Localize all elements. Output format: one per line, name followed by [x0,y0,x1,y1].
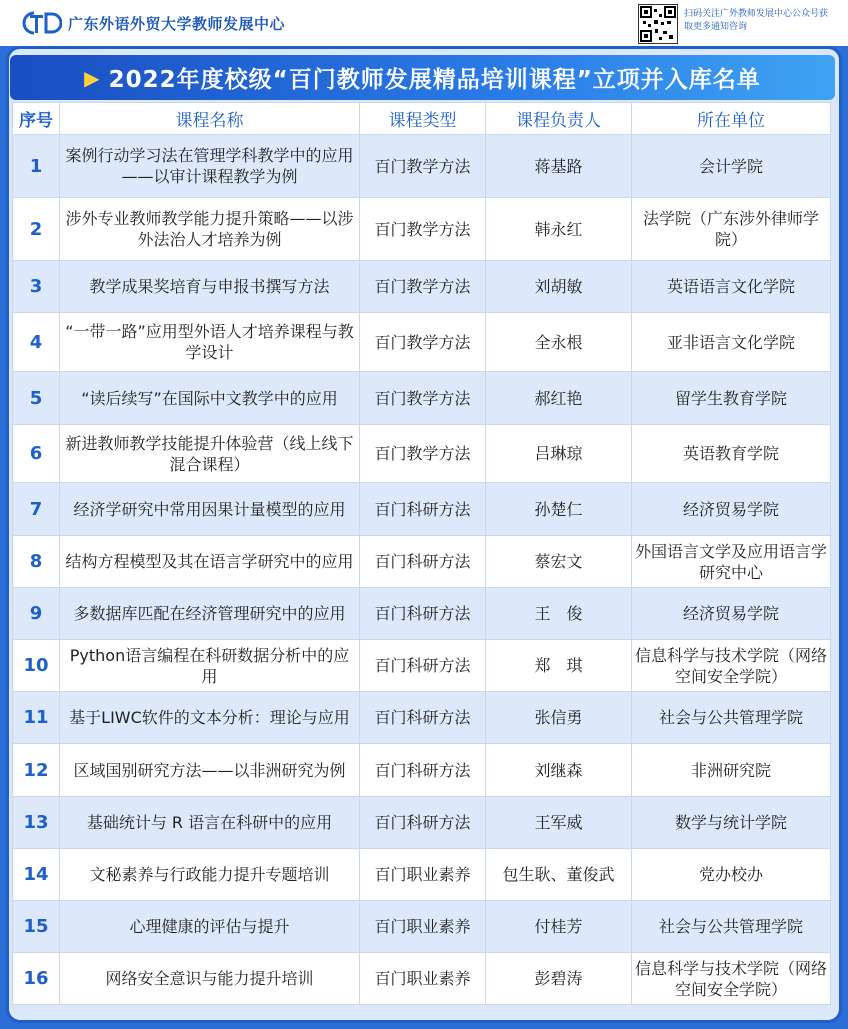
course-type-cell: 百门教学方法 [360,313,486,372]
unit-cell: 英语语言文化学院 [632,261,831,313]
table-row [13,588,831,640]
table-row [13,640,831,692]
table-row [13,198,831,261]
course-leader-cell: 彭碧涛 [486,953,632,1005]
ctd-logo [22,8,285,38]
course-name-cell: 网络安全意识与能力提升培训 [60,953,360,1005]
column-header-type: 课程类型 [360,103,486,135]
course-type-cell: 百门科研方法 [360,536,486,588]
course-type-cell: 百门教学方法 [360,425,486,483]
column-header-unit: 所在单位 [632,103,831,135]
course-type-cell: 百门教学方法 [360,135,486,198]
unit-cell: 外国语言文学及应用语言学研究中心 [632,536,831,588]
row-number: 7 [13,483,60,536]
course-leader-cell: 蒋基路 [486,135,632,198]
course-name-cell: 基于LIWC软件的文本分析：理论与应用 [60,692,360,744]
course-name-cell: Python语言编程在科研数据分析中的应用 [60,640,360,692]
course-type-cell: 百门科研方法 [360,692,486,744]
table-row [13,744,831,797]
row-number: 9 [13,588,60,640]
unit-cell: 信息科学与技术学院（网络空间安全学院） [632,640,831,692]
table-row [13,692,831,744]
unit-cell: 社会与公共管理学院 [632,901,831,953]
row-number: 1 [13,135,60,198]
course-leader-cell: 张信勇 [486,692,632,744]
column-header-leader: 课程负责人 [486,103,632,135]
course-leader-cell: 包生耿、董俊武 [486,849,632,901]
table-row [13,901,831,953]
course-name-cell: 新进教师教学技能提升体验营（线上线下混合课程） [60,425,360,483]
course-leader-cell: 付桂芳 [486,901,632,953]
table-row [13,372,831,425]
ctd-logo-icon [22,10,62,36]
course-name-cell: 文秘素养与行政能力提升专题培训 [60,849,360,901]
column-header-no: 序号 [13,103,60,135]
course-name-cell: “一带一路”应用型外语人才培养课程与教学设计 [60,313,360,372]
table-row [13,135,831,198]
row-number: 15 [13,901,60,953]
course-leader-cell: 郝红艳 [486,372,632,425]
course-name-cell: 涉外专业教师教学能力提升策略——以涉外法治人才培养为例 [60,198,360,261]
unit-cell: 法学院（广东涉外律师学院） [632,198,831,261]
course-name-cell: 教学成果奖培育与申报书撰写方法 [60,261,360,313]
row-number: 12 [13,744,60,797]
course-name-cell: “读后续写”在国际中文教学中的应用 [60,372,360,425]
course-leader-cell: 吕琳琼 [486,425,632,483]
course-type-cell: 百门科研方法 [360,640,486,692]
course-leader-cell: 王 俊 [486,588,632,640]
unit-cell: 数学与统计学院 [632,797,831,849]
course-type-cell: 百门科研方法 [360,744,486,797]
course-name-cell: 多数据库匹配在经济管理研究中的应用 [60,588,360,640]
row-number: 16 [13,953,60,1005]
course-name-cell: 心理健康的评估与提升 [60,901,360,953]
table-row [13,313,831,372]
table-row [13,849,831,901]
row-number: 13 [13,797,60,849]
row-number: 11 [13,692,60,744]
row-number: 2 [13,198,60,261]
course-type-cell: 百门教学方法 [360,198,486,261]
row-number: 8 [13,536,60,588]
unit-cell: 党办校办 [632,849,831,901]
unit-cell: 留学生教育学院 [632,372,831,425]
course-type-cell: 百门科研方法 [360,797,486,849]
course-leader-cell: 刘胡敏 [486,261,632,313]
course-type-cell: 百门职业素养 [360,901,486,953]
course-type-cell: 百门教学方法 [360,261,486,313]
row-number: 3 [13,261,60,313]
unit-cell: 亚非语言文化学院 [632,313,831,372]
table-row [13,536,831,588]
qr-note-text: 扫码关注广外教师发展中心公众号获取更多通知咨询 [684,9,829,32]
qr-code-icon [638,4,678,44]
table-row [13,483,831,536]
table-row [13,425,831,483]
unit-cell: 非洲研究院 [632,744,831,797]
course-name-cell: 经济学研究中常用因果计量模型的应用 [60,483,360,536]
table-row [13,797,831,849]
course-leader-cell: 全永根 [486,313,632,372]
course-leader-cell: 蔡宏文 [486,536,632,588]
title-banner [10,55,835,100]
course-type-cell: 百门科研方法 [360,483,486,536]
page-title: 2022年度校级“百门教师发展精品培训课程”立项并入库名单 [108,67,761,93]
unit-cell: 经济贸易学院 [632,483,831,536]
unit-cell: 经济贸易学院 [632,588,831,640]
table-row [13,953,831,1005]
table-header-row [13,103,831,135]
course-leader-cell: 郑 琪 [486,640,632,692]
column-header-course: 课程名称 [60,103,360,135]
course-table [12,102,831,1005]
course-name-cell: 结构方程模型及其在语言学研究中的应用 [60,536,360,588]
course-type-cell: 百门职业素养 [360,849,486,901]
course-leader-cell: 刘继森 [486,744,632,797]
unit-cell: 英语教育学院 [632,425,831,483]
org-name: 广东外语外贸大学教师发展中心 [68,14,286,33]
course-type-cell: 百门职业素养 [360,953,486,1005]
row-number: 6 [13,425,60,483]
course-name-cell: 基础统计与 R 语言在科研中的应用 [60,797,360,849]
top-header-bar [0,0,848,46]
course-type-cell: 百门教学方法 [360,372,486,425]
course-leader-cell: 王军威 [486,797,632,849]
unit-cell: 社会与公共管理学院 [632,692,831,744]
course-leader-cell: 孙楚仁 [486,483,632,536]
row-number: 10 [13,640,60,692]
unit-cell: 会计学院 [632,135,831,198]
course-name-cell: 案例行动学习法在管理学科教学中的应用——以审计课程教学为例 [60,135,360,198]
course-type-cell: 百门科研方法 [360,588,486,640]
course-name-cell: 区域国别研究方法——以非洲研究为例 [60,744,360,797]
course-leader-cell: 韩永红 [486,198,632,261]
unit-cell: 信息科学与技术学院（网络空间安全学院） [632,953,831,1005]
table-row [13,261,831,313]
row-number: 14 [13,849,60,901]
row-number: 5 [13,372,60,425]
table-body [13,135,831,1005]
row-number: 4 [13,313,60,372]
play-arrow-icon: ▶ [84,65,101,90]
